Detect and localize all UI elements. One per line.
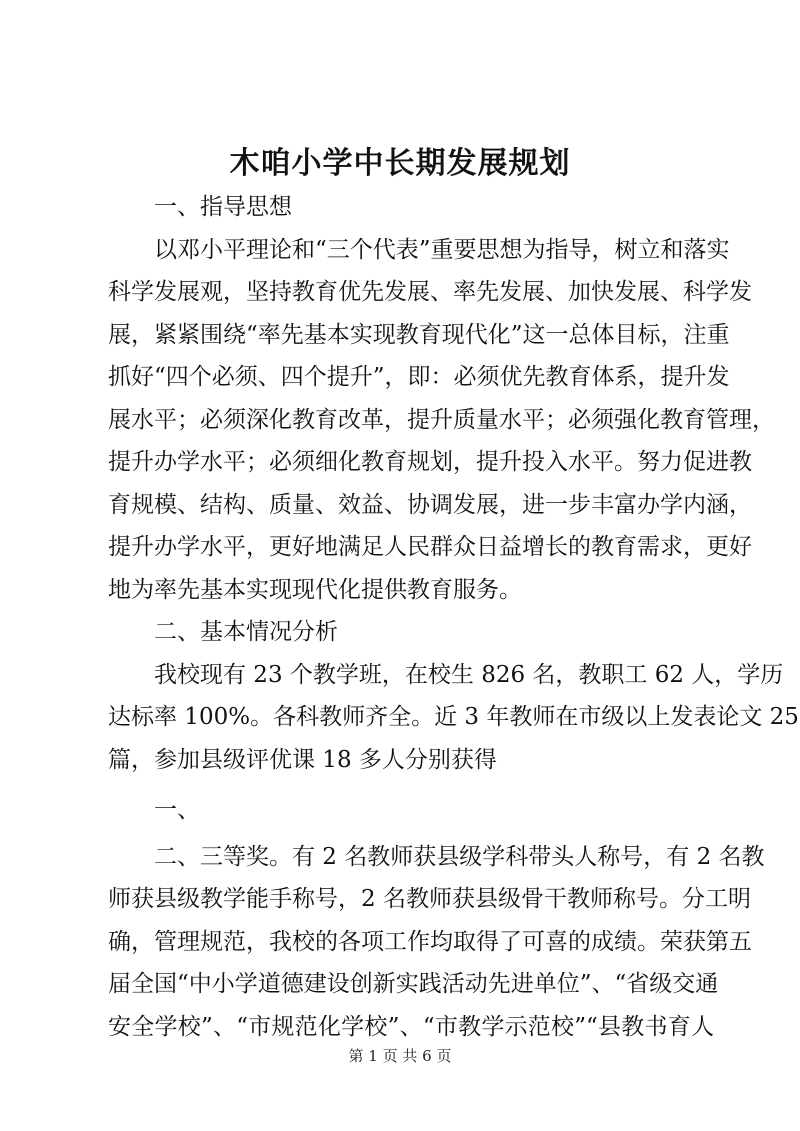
- text-line: 安全学校”、“市规范化学校”、“市教学示范校”“县教书育人: [108, 1013, 714, 1040]
- document-body: [108, 186, 799, 1048]
- text-line: 抓好“四个必须、四个提升”，即：必须优先教育体系，提升发: [108, 364, 730, 390]
- paragraph-awards: [108, 836, 765, 1049]
- section-heading-guiding-ideology: [108, 186, 714, 229]
- text-line: 二、基本情况分析: [154, 619, 338, 645]
- text-line: 我校现有 23 个教学班，在校生 826 名，教职工 62 人，学历: [154, 661, 784, 688]
- text-line: 展，紧紧围绕“率先基本实现教育现代化”这一总体目标，注重: [108, 321, 730, 348]
- document-title: 木咱小学中长期发展规划: [229, 146, 571, 181]
- text-line: 确，管理规范，我校的各项工作均取得了可喜的成绩。荣获第五: [108, 928, 752, 955]
- paragraph-basic-analysis: [108, 654, 799, 782]
- paragraph-fragment: [108, 789, 714, 832]
- text-line: 提升办学水平，更好地满足人民群众日益增长的教育需求，更好: [108, 534, 752, 560]
- text-line: 一、: [154, 797, 200, 823]
- text-line: 展水平；必须深化教育改革，提升质量水平；必须强化教育管理，: [108, 406, 775, 433]
- text-line: 篇，参加县级评优课 18 多人分别获得: [108, 746, 497, 773]
- text-line: 二、三等奖。有 2 名教师获县级学科带头人称号，有 2 名教: [154, 843, 765, 870]
- text-line: 一、指导思想: [154, 194, 292, 220]
- text-line: 提升办学水平；必须细化教育规划，提升投入水平。努力促进教: [108, 449, 752, 475]
- page-number-footer: 第 1 页 共 6 页: [348, 1047, 452, 1065]
- text-line: 达标率 100%。各科教师齐全。近 3 年教师在市级以上发表论文 25: [108, 704, 799, 730]
- text-line: 以邓小平理论和“三个代表”重要思想为指导，树立和落实: [154, 236, 730, 263]
- paragraph-guiding-ideology: [108, 229, 775, 612]
- section-heading-basic-analysis: [108, 611, 714, 654]
- text-line: 地为率先基本实现现代化提供教育服务。: [108, 576, 522, 603]
- text-line: 届全国“中小学道德建设创新实践活动先进单位”、“省级交通: [108, 971, 719, 997]
- text-line: 育规模、结构、质量、效益、协调发展，进一步丰富办学内涵，: [108, 491, 752, 518]
- text-line: 师获县级教学能手称号，2 名教师获县级骨干教师称号。分工明: [108, 886, 751, 912]
- text-line: 科学发展观，坚持教育优先发展、率先发展、加快发展、科学发: [108, 279, 752, 305]
